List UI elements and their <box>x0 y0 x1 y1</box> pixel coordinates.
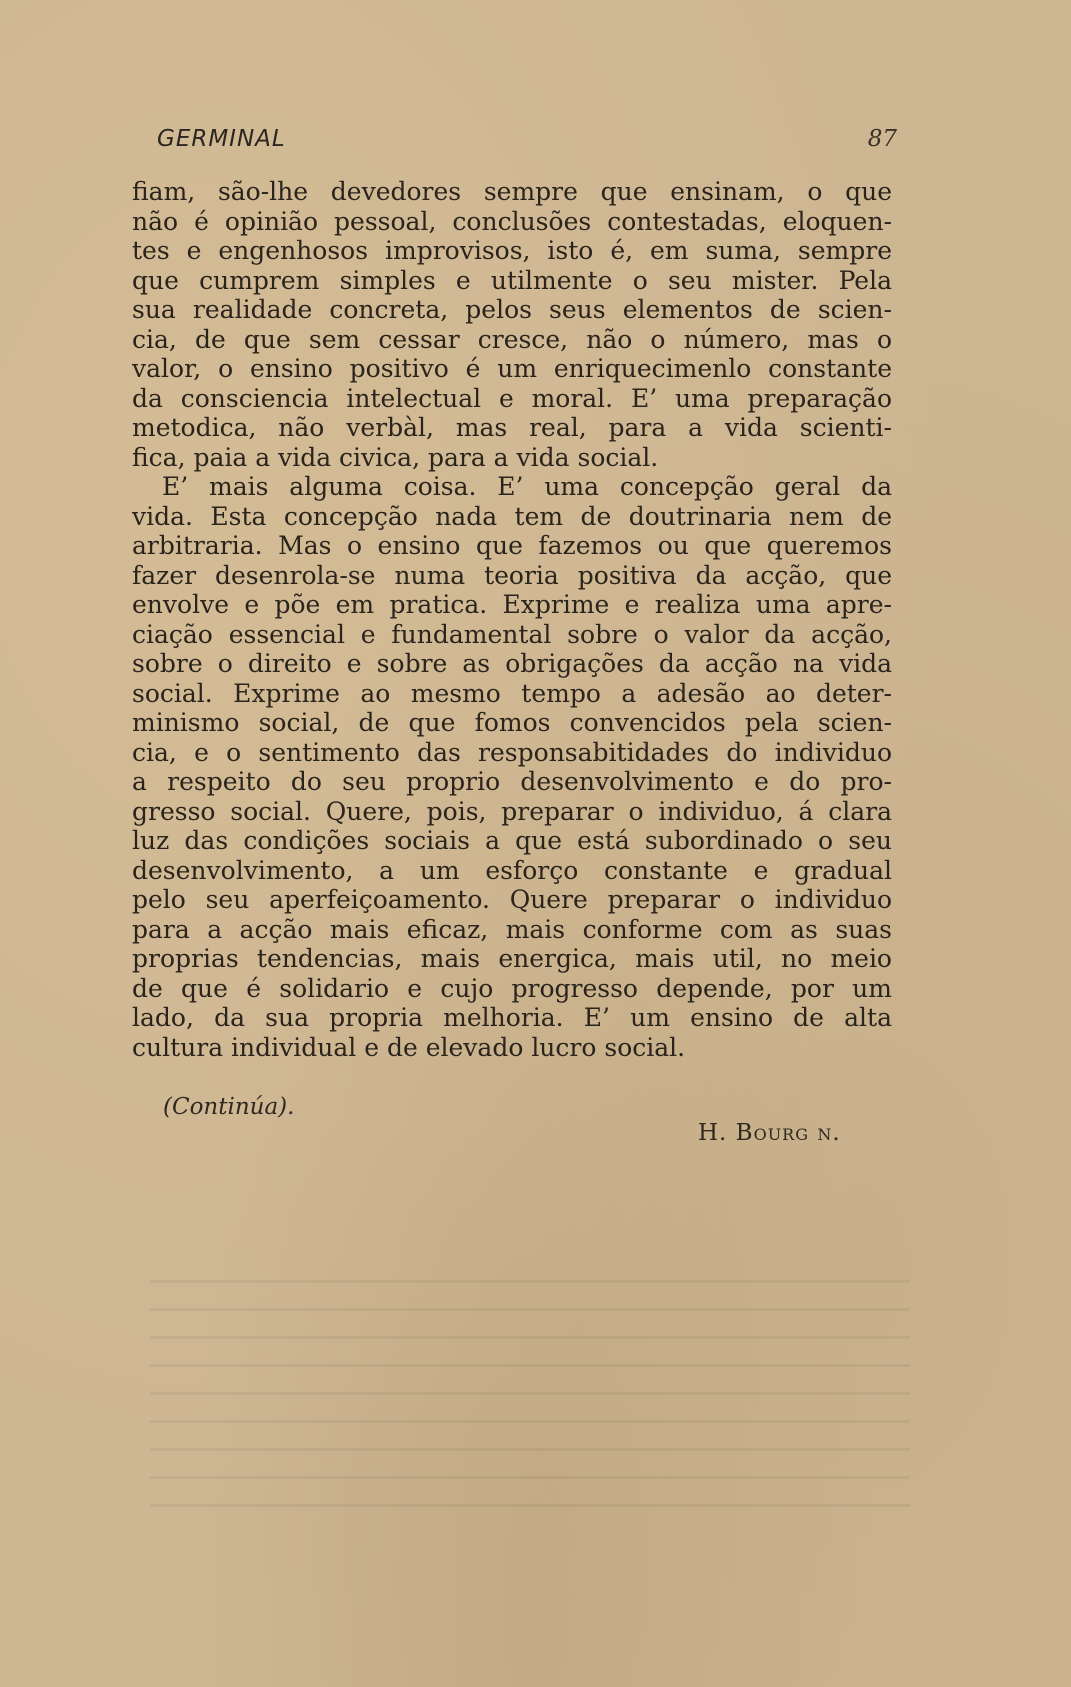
text-line: luz das condições sociais a que está subordinado o seu <box>132 826 892 855</box>
text-line: cia, e o sentimento das responsabitidades do individuo <box>132 737 892 767</box>
text-line: da consciencia intelectual e moral. E’ uma preparação <box>132 383 892 413</box>
text-line: fica, paia a vida civica, para a vida social. <box>132 442 659 472</box>
page-number: 87 <box>867 126 897 152</box>
text-line: lado, da sua propria melhoria. E’ um ensino de alta <box>132 1003 892 1032</box>
text-line: vida. Esta concepção nada tem de doutrinaria nem de <box>132 501 892 531</box>
text-line: sua realidade concreta, pelos seus elementos de scien- <box>132 295 892 324</box>
text-line: proprias tendencias, mais energica, mais util, no meio <box>132 944 892 973</box>
text-line: não é opinião pessoal, conclusões contestadas, eloquen- <box>132 206 892 236</box>
text-line: ciação essencial e fundamental sobre o valor da acção, <box>132 619 892 649</box>
text-line: fazer desenrola-se numa teoria positiva da acção, que <box>132 560 892 590</box>
text-line: arbitraria. Mas o ensino que fazemos ou que queremos <box>132 531 892 560</box>
author-signature: H. Bourg n. <box>698 1120 841 1146</box>
running-head <box>157 126 897 156</box>
journal-title: GERMINAL <box>157 126 286 152</box>
text-line: a respeito do seu proprio desenvolvimento e do pro- <box>132 767 892 796</box>
text-line: valor, o ensino positivo é um enriquecimenlo constante <box>132 354 892 383</box>
text-line: tes e engenhosos improvisos, isto é, em suma, sempre <box>132 236 892 265</box>
text-line: cultura individual e de elevado lucro social. <box>132 1032 686 1062</box>
text-line: para a acção mais eficaz, mais conforme com as suas <box>132 914 892 944</box>
body-text <box>132 177 892 1062</box>
text-line: desenvolvimento, a um esforço constante e gradual <box>132 855 892 885</box>
text-line: metodica, não verbàl, mas real, para a vida scienti- <box>132 413 892 442</box>
text-line: de que é solidario e cujo progresso depende, por um <box>132 973 892 1003</box>
text-line: pelo seu aperfeiçoamento. Quere preparar o individuo <box>132 885 892 914</box>
text-line: gresso social. Quere, pois, preparar o individuo, á clara <box>132 796 892 826</box>
text-line: fiam, são-lhe devedores sempre que ensinam, o que <box>132 177 892 206</box>
show-through-texture <box>150 1280 910 1520</box>
text-line: sobre o direito e sobre as obrigações da acção na vida <box>132 649 892 678</box>
text-line: E’ mais alguma coisa. E’ uma concepção geral da <box>162 472 892 501</box>
text-line: social. Exprime ao mesmo tempo a adesão ao deter- <box>132 678 892 708</box>
text-line: cia, de que sem cessar cresce, não o número, mas o <box>132 324 892 354</box>
continued-note: (Continúa). <box>163 1094 295 1120</box>
text-line: que cumprem simples e utilmente o seu mister. Pela <box>132 265 892 295</box>
text-line: envolve e põe em pratica. Exprime e realiza uma apre- <box>132 590 892 619</box>
text-line: minismo social, de que fomos convencidos pela scien- <box>132 708 892 737</box>
